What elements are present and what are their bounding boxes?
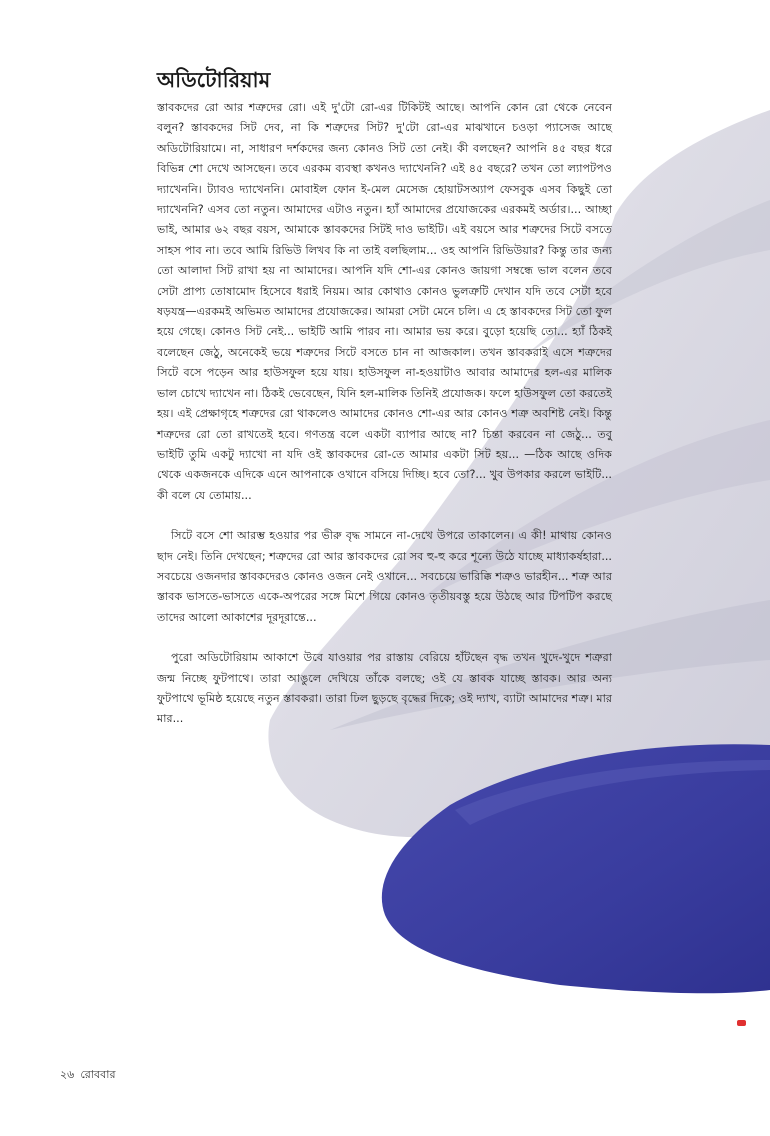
page-number: ২৬ [60, 1068, 75, 1081]
paragraph-1: স্তাবকদের রো আর শত্রুদের রো। এই দু'টো রো-এর টিকিটই আছে। আপনি কোন রো থেকে নেবেন বলুন? স্তাবকদের সিট দেব, না কি শত্রুদের সিট? দু'টো রো-এর মাঝখানে চওড়া প্যাসেজ আছে অডিটোরিয়ামে। না, সাধারণ দর্শকদের জন্য কোনও সিট তো নেই। কী বলছেন? আপনি ৪৫ বছর ধরে বিভিন্ন শো দেখে আসছেন। তবে এরকম ব্যবস্থা কখনও দ্যাখেননি? এই ৪৫ বছরে? তখন তো ল্যাপটপও দ্যাখেননি। ট্যাবও দ্যাখেননি। মোবাইল ফোন ই-মেল মেসেজ হোয়াটসঅ্যাপ ফেসবুক এসব কিছুই তো দ্যাখেননি? এসব তো নতুন। আমাদের এটাও নতুন। হ্যাঁ আমাদের প্রযোজকের এরকমই অর্ডার।... আচ্ছা ভাই, আমার ৬২ বছর বয়স, আমাকে স্তাবকদের সিটই দাও ভাইটি। এই বয়সে আর শত্রুদের সিটে বসতে সাহস পাব না। তবে আমি রিভিউ লিখব কি না তাই বলছিলাম... ওহ আপনি রিভিউয়ার? কিন্তু তার জন্য তো আলাদা সিট রাখা হয় না আমাদের। আপনি যদি শো-এর কোনও জায়গা সম্বন্ধে ভাল বলেন তবে সেটা প্রাপ্য তোষামোদ হিসেবে ধরাই নিয়ম। আর কোথাও কোনও ভুলত্রুটি দেখান যদি তবে সেটা হবে ষড়যন্ত্র—এরকমই অভিমত আমাদের প্রযোজকের। আমরা সেটা মেনে চলি। এ হে স্তাবকদের সিট তো ফুল হয়ে গেছে। কোনও সিট নেই... ভাইটি আমি পারব না। আমার ভয় করে। বুড়ো হয়েছি তো... হ্যাঁ ঠিকই বলেছেন জেঠু, অনেকেই ভয়ে শত্রুদের সিটে বসতে চান না আজকাল। তখন স্তাবকরাই এসে শত্রুদের সিটে বসে পড়েন আর হাউসফুল হয়ে যায়। হাউসফুল না-হওয়াটাও আবার আমাদের হল-এর মালিক ভাল চোখে দ্যাখেন না। ঠিকই ভেবেছেন, যিনি হল-মালিক তিনিই প্রযোজক। ফলে হাউসফুল তো করতেই হয়। এই প্রেক্ষাগৃহে শত্রুদের রো থাকলেও আমাদের কোনও শো-এর আর কোনও শত্রু অবশিষ্ট নেই। কিন্তু শত্রুদের রো তো রাখতেই হবে। গণতন্ত্র বলে একটা ব্যাপার আছে না? চিন্তা করবেন না জেঠু... তবু ভাইটি তুমি একটু দ্যাখো না যদি ওই স্তাবকদের রো-তে আমার একটা সিট হয়... —ঠিক আছে ওদিক থেকে একজনকে এদিকে এনে আপনাকে ওখানে বসিয়ে দিচ্ছি। হবে তো?... খুব উপকার করলে ভাইটি... কী বলে যে তোমায়... [157, 101, 612, 502]
paragraph-2: সিটে বসে শো আরম্ভ হওয়ার পর ভীরু বৃদ্ধ সামনে না-দেখে উপরে তাকালেন। এ কী! মাথায় কোনও ছাদ নেই। তিনি দেখছেন; শত্রুদের রো আর স্তাবকদের রো সব হু-হু করে শূন্যে উঠে যাচ্ছে মাধ্যাকর্ষহারা... সবচেয়ে ওজনদার স্তাবকদেরও কোনও ওজন নেই ওখানে... সবচেয়ে ভারিক্কি শত্রুও ভারহীন... শত্রু আর স্তাবক ভাসতে-ভাসতে একে-অপরের সঙ্গে মিশে গিয়ে কোনও তৃতীয়বস্তু হয়ে উঠছে আর টিপটিপ করছে তাদের আলো আকাশের দূরদূরান্তে... [157, 529, 612, 624]
paragraph-3: পুরো অডিটোরিয়াম আকাশে উবে যাওয়ার পর রাস্তায় বেরিয়ে হাঁটছেন বৃদ্ধ তখন খুদে-খুদে শত্রুরা জন্ম নিচ্ছে ফুটপাথে। তারা আঙুলে দেখিয়ে তাঁকে বলছে; ওই যে স্তাবক যাচ্ছে স্তাবক। আর অন্য ফুটপাথে ভূমিষ্ঠ হয়েছে নতুন স্তাবকরা। তারা ঢিল ছুড়ছে বৃদ্ধের দিকে; ওই দ্যাখ, ব্যাটা আমাদের শত্রু। মার মার... [157, 651, 612, 726]
article-title: অডিটোরিয়াম [157, 68, 271, 92]
page-footer [60, 1066, 116, 1085]
red-paint-dot [737, 1020, 746, 1026]
article [157, 66, 612, 730]
magazine-name: রোববার [80, 1068, 116, 1081]
